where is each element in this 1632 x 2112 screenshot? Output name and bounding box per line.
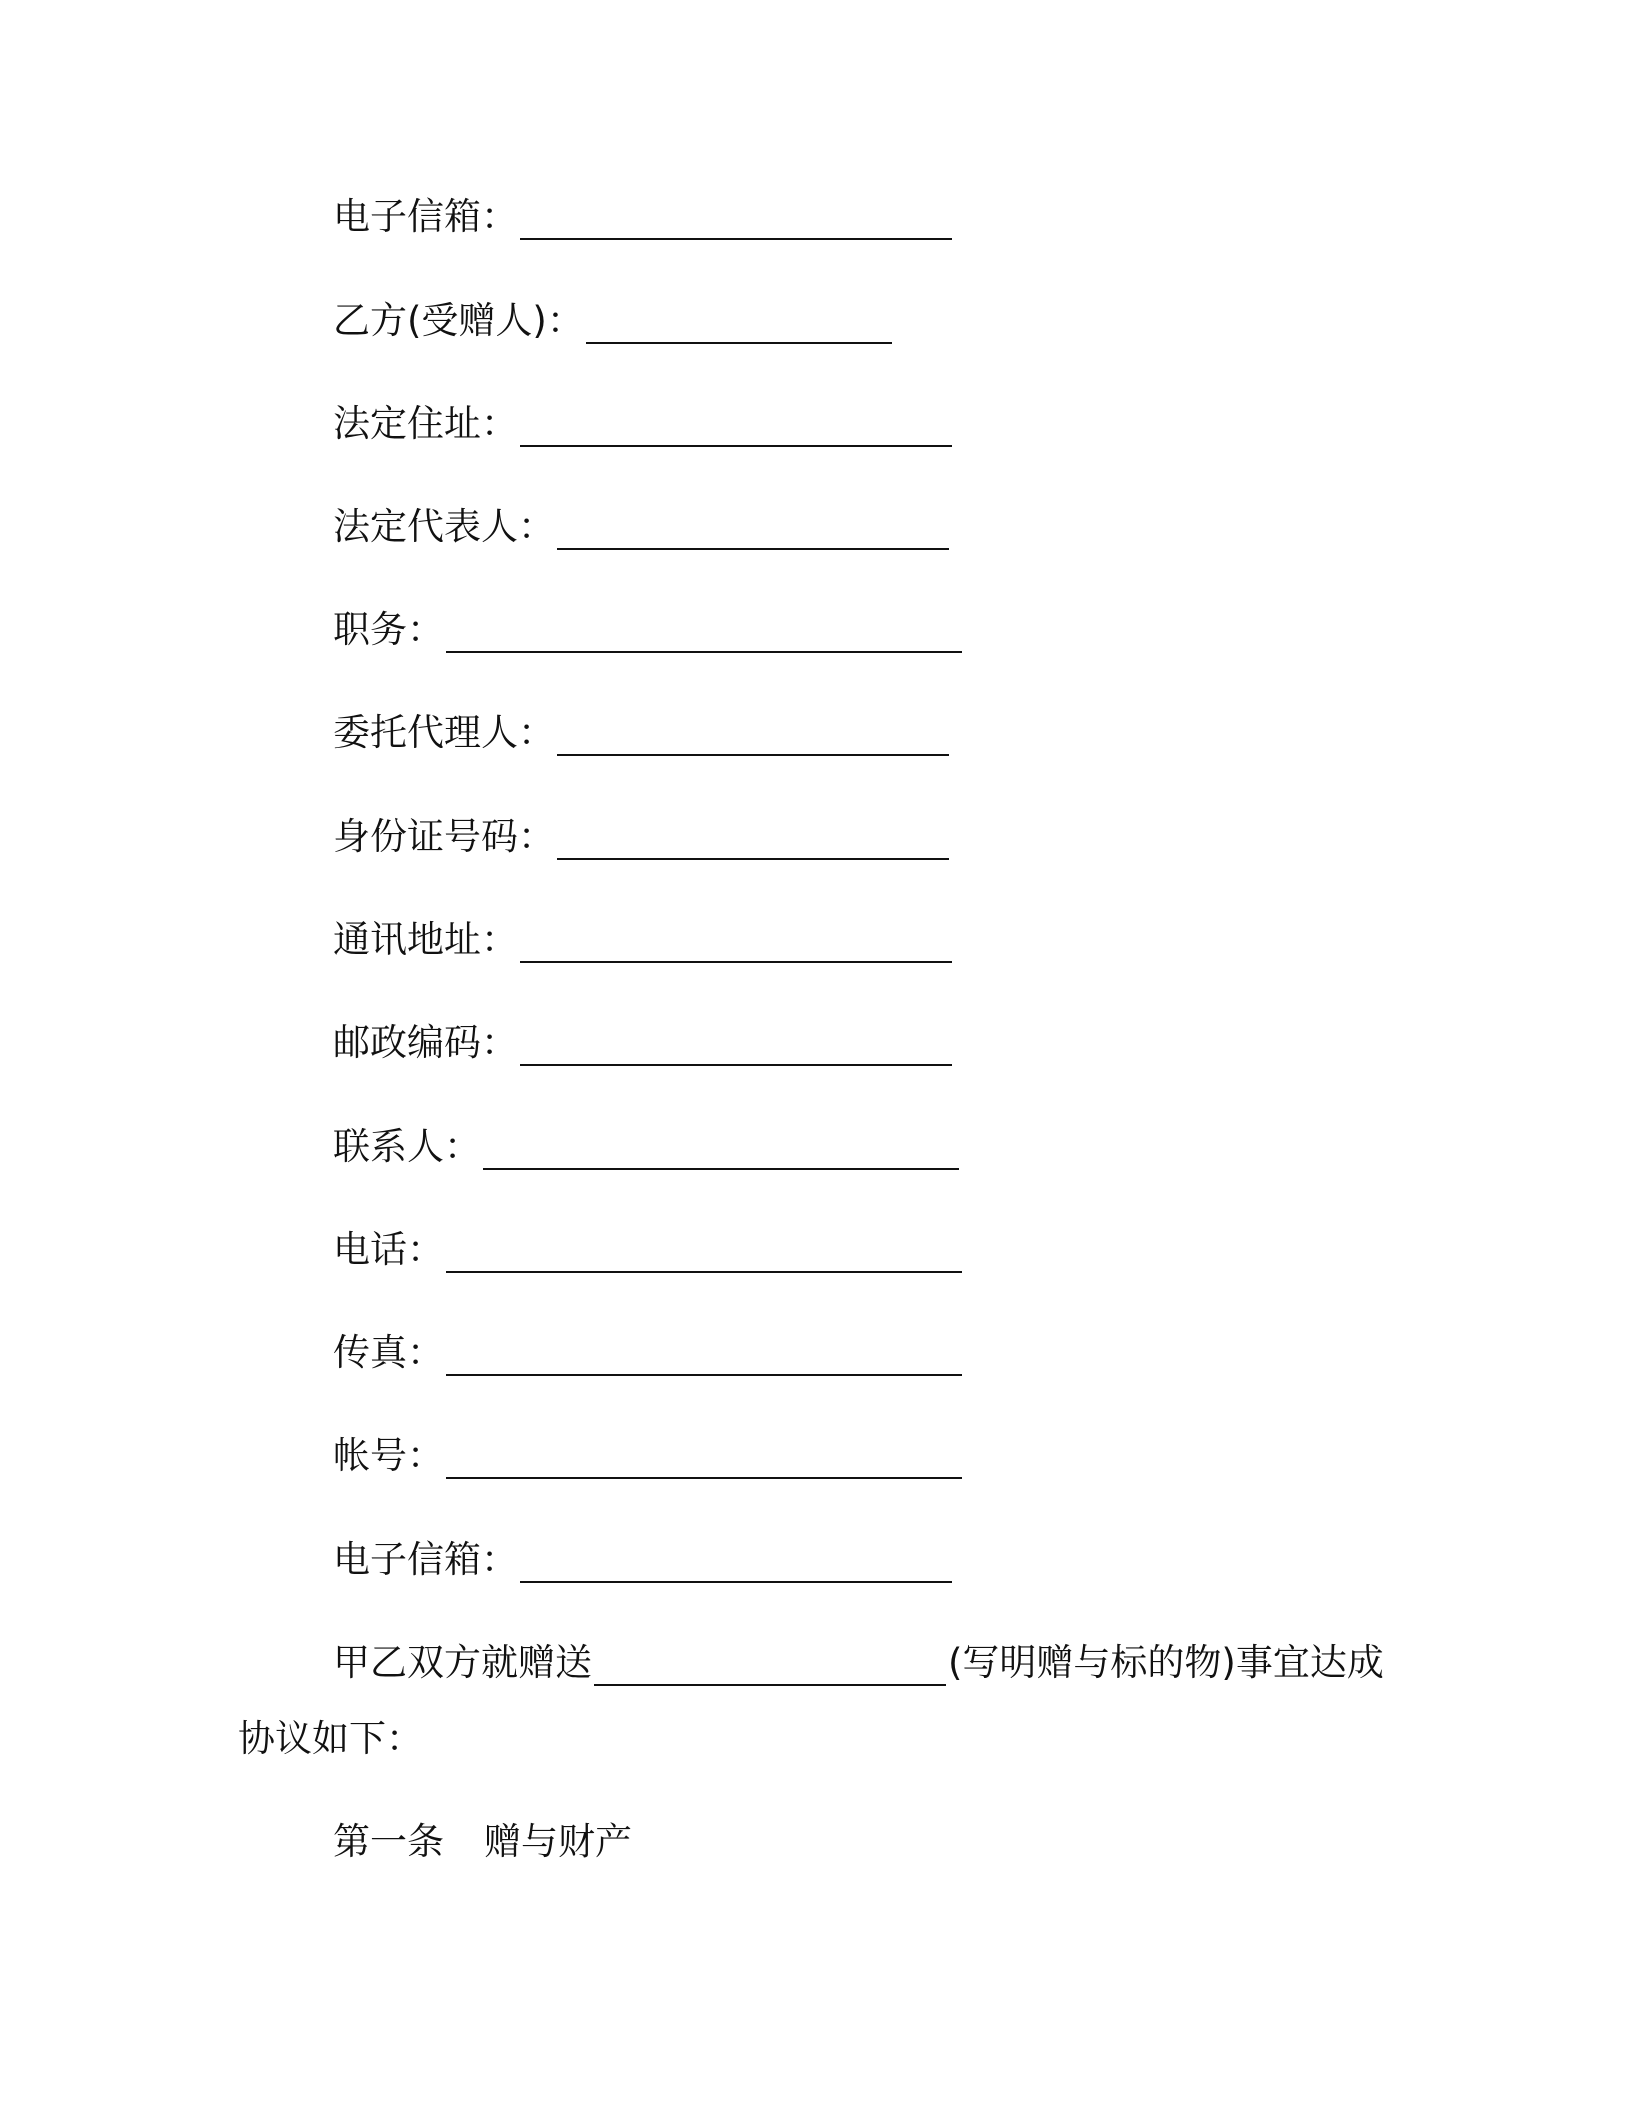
fill-in-blank[interactable] [520, 927, 952, 963]
fill-in-blank[interactable] [446, 1237, 962, 1273]
field-label: 帐号： [333, 1434, 444, 1477]
field-id-number [333, 814, 949, 860]
field-label: 电话： [333, 1228, 444, 1271]
field-label: 乙方(受赠人)： [333, 299, 584, 342]
field-email-party-a [333, 194, 952, 240]
gift-subject-blank[interactable] [594, 1650, 946, 1686]
agreement-continuation: 协议如下： [238, 1717, 423, 1760]
field-label: 法定代表人： [333, 505, 555, 548]
field-postal-code [333, 1020, 952, 1066]
field-label: 职务： [333, 608, 444, 651]
fill-in-blank[interactable] [557, 824, 949, 860]
fill-in-blank[interactable] [446, 1443, 962, 1479]
fill-in-blank[interactable] [520, 204, 952, 240]
field-label: 通讯地址： [333, 918, 518, 961]
field-fax [333, 1330, 962, 1376]
field-contact-person [333, 1124, 959, 1170]
fill-in-blank[interactable] [446, 1340, 962, 1376]
fill-in-blank[interactable] [483, 1134, 959, 1170]
fill-in-blank[interactable] [446, 617, 962, 653]
field-account [333, 1433, 962, 1479]
article-heading [333, 1819, 632, 1865]
field-label: 联系人： [333, 1125, 481, 1168]
field-label: 法定住址： [333, 402, 518, 445]
agreement-prefix: 甲乙双方就赠送 [333, 1641, 592, 1684]
fill-in-blank[interactable] [586, 308, 892, 344]
fill-in-blank[interactable] [520, 1030, 952, 1066]
fill-in-blank[interactable] [520, 411, 952, 447]
field-label: 电子信箱： [333, 1538, 518, 1581]
field-authorized-agent [333, 710, 949, 756]
field-position [333, 607, 962, 653]
field-mailing-address [333, 917, 952, 963]
article-number: 第一条 [333, 1820, 444, 1863]
agreement-paragraph [333, 1640, 1384, 1686]
field-label: 传真： [333, 1331, 444, 1374]
field-phone [333, 1227, 962, 1273]
field-party-b [333, 298, 892, 344]
field-label: 身份证号码： [333, 815, 555, 858]
field-label: 电子信箱： [333, 195, 518, 238]
fill-in-blank[interactable] [557, 720, 949, 756]
field-label: 委托代理人： [333, 711, 555, 754]
field-legal-representative [333, 504, 949, 550]
field-email-party-b [333, 1537, 952, 1583]
agreement-suffix: (写明赠与标的物)事宜达成 [948, 1641, 1384, 1684]
field-label: 邮政编码： [333, 1021, 518, 1064]
article-title: 赠与财产 [484, 1820, 632, 1863]
fill-in-blank[interactable] [520, 1547, 952, 1583]
field-legal-address [333, 401, 952, 447]
fill-in-blank[interactable] [557, 514, 949, 550]
